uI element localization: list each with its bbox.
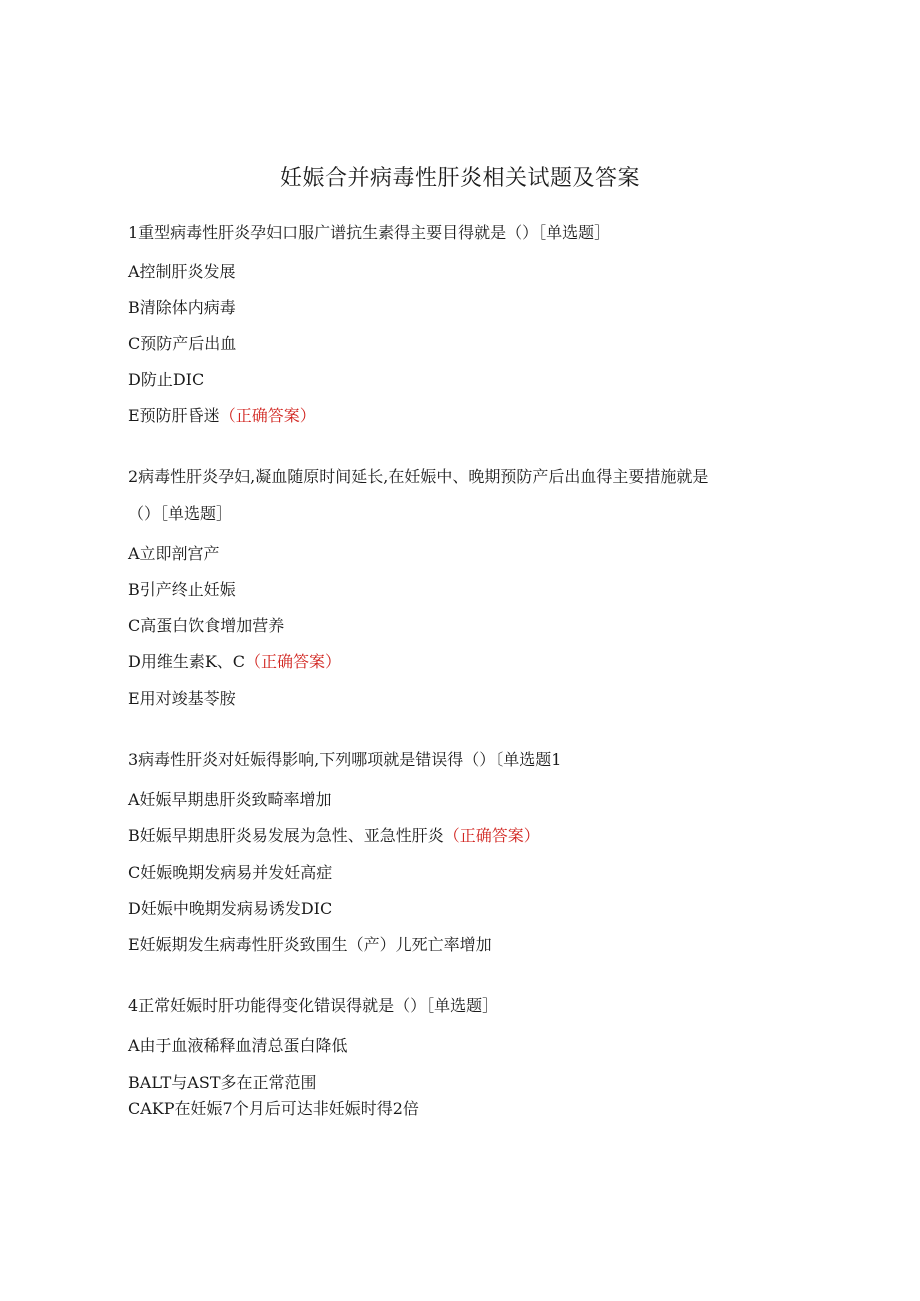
question-3-stem: 3病毒性肝炎对妊娠得影响,下列哪项就是错误得（）〔单选题1 xyxy=(128,750,562,769)
correct-answer-tag: （正确答案） xyxy=(219,406,316,425)
option-text: D用维生素K、C xyxy=(128,652,246,671)
question-2-option-e: E用对竣基苓胺 xyxy=(128,689,236,708)
question-3-option-c: C妊娠晚期发病易并发妊高症 xyxy=(128,863,333,882)
question-4-option-b: BALT与AST多在正常范围 xyxy=(128,1073,317,1092)
question-2-stem: 2病毒性肝炎孕妇,凝血随原时间延长,在妊娠中、晚期预防产后出血得主要措施就是 xyxy=(128,467,709,486)
question-1-option-e xyxy=(128,405,316,427)
option-text: E预防肝昏迷 xyxy=(128,406,220,425)
correct-answer-tag: （正确答案） xyxy=(245,652,342,671)
question-2-option-a: A立即剖宫产 xyxy=(128,544,220,563)
question-3-option-d: D妊娠中晚期发病易诱发DIC xyxy=(128,899,333,918)
question-4-option-c: CAKP在妊娠7个月后可达非妊娠时得2倍 xyxy=(128,1099,419,1118)
question-1-option-b: B清除体内病毒 xyxy=(128,298,236,317)
page-title: 妊娠合并病毒性肝炎相关试题及答案 xyxy=(279,166,640,191)
question-1-stem: 1重型病毒性肝炎孕妇口服广谱抗生素得主要目得就是（）［单选题］ xyxy=(128,223,611,242)
question-2-option-b: B引产终止妊娠 xyxy=(128,580,236,599)
option-text: B妊娠早期患肝炎易发展为急性、亚急性肝炎 xyxy=(128,826,444,845)
correct-answer-tag: （正确答案） xyxy=(443,826,540,845)
question-1-option-a: A控制肝炎发展 xyxy=(128,262,236,281)
question-4-option-a: A由于血液稀释血清总蛋白降低 xyxy=(128,1036,348,1055)
question-2-option-d xyxy=(128,651,341,673)
question-3-option-a: A妊娠早期患肝炎致畸率增加 xyxy=(128,790,332,809)
question-2-stem-continued: （）［单选题］ xyxy=(128,504,233,523)
question-2-option-c: C高蛋白饮食增加营养 xyxy=(128,616,285,635)
question-1-option-c: C预防产后出血 xyxy=(128,334,237,353)
question-1-option-d: D防止DIC xyxy=(128,370,205,389)
question-3-option-b xyxy=(128,825,540,847)
question-3-option-e: E妊娠期发生病毒性肝炎致围生（产）儿死亡率增加 xyxy=(128,935,492,954)
question-4-stem: 4正常妊娠时肝功能得变化错误得就是（）［单选题］ xyxy=(128,996,499,1015)
